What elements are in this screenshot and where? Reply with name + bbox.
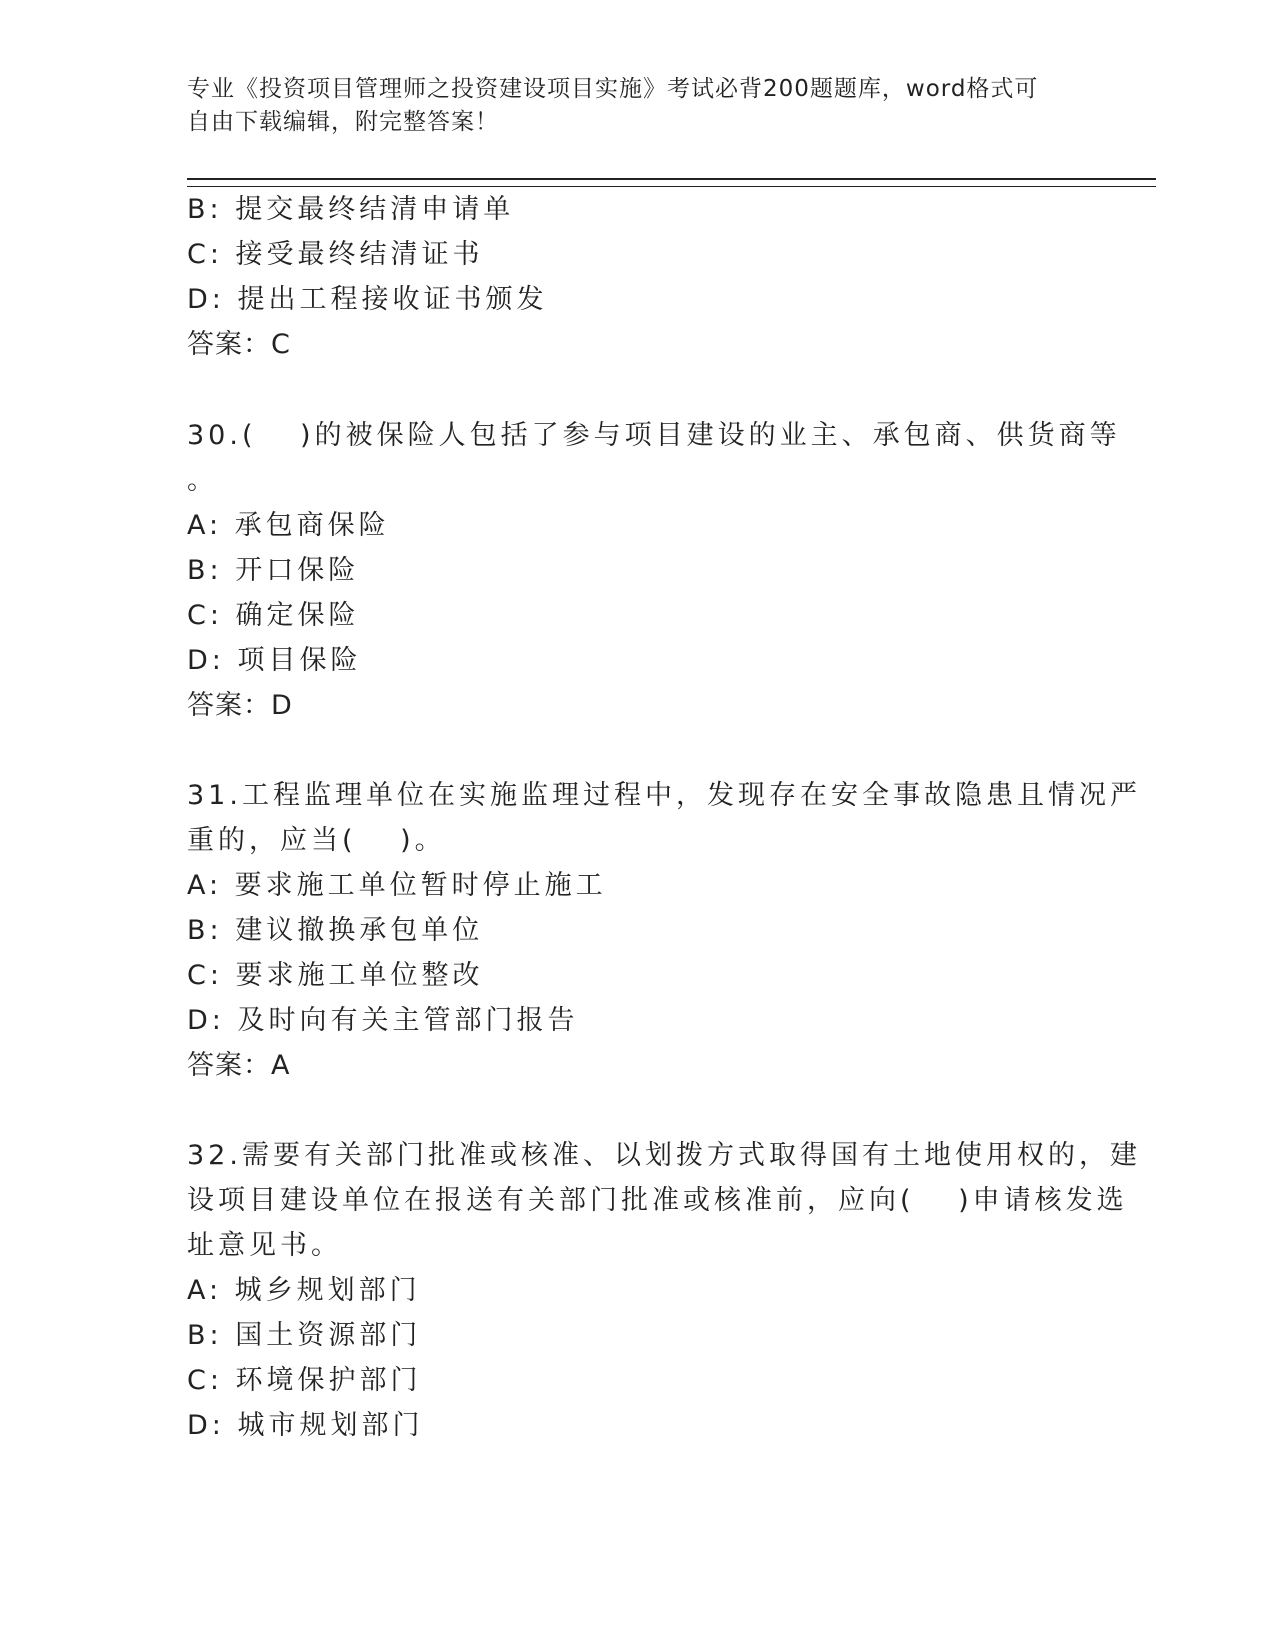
q30-option-c: C: 确定保险 [187, 600, 360, 631]
q31-stem-line-1: 31.工程监理单位在实施监理过程中，发现存在安全事故隐患且情况严 [187, 780, 1141, 811]
q31-answer: 答案：A [187, 1050, 291, 1081]
header-title-line-1: 专业《投资项目管理师之投资建设项目实施》考试必背200题题库，word格式可 [187, 76, 1039, 102]
q32-option-c: C: 环境保护部门 [187, 1365, 422, 1396]
q29-answer: 答案：C [187, 329, 291, 360]
q30-stem-line-1: 30.( )的被保险人包括了参与项目建设的业主、承包商、供货商等 [187, 420, 1121, 451]
header-title-line-2: 自由下载编辑，附完整答案！ [187, 109, 499, 135]
q32-option-a: A: 城乡规划部门 [187, 1275, 421, 1306]
q32-stem-line-1: 32.需要有关部门批准或核准、以划拨方式取得国有土地使用权的，建 [187, 1140, 1141, 1171]
q29-option-c: C: 接受最终结清证书 [187, 239, 484, 270]
q32-option-d: D: 城市规划部门 [187, 1410, 424, 1441]
header-divider [187, 178, 1156, 187]
q30-option-a: A: 承包商保险 [187, 510, 390, 541]
q31-option-c: C: 要求施工单位整改 [187, 960, 484, 991]
q31-option-a: A: 要求施工单位暂时停止施工 [187, 870, 607, 901]
q31-option-d: D: 及时向有关主管部门报告 [187, 1005, 579, 1036]
q32-stem-line-3: 址意见书。 [187, 1230, 342, 1261]
q30-option-b: B: 开口保险 [187, 555, 360, 586]
q31-option-b: B: 建议撤换承包单位 [187, 915, 484, 946]
q30-option-d: D: 项目保险 [187, 645, 362, 676]
q32-stem-line-2: 设项目建设单位在报送有关部门批准或核准前，应向( )申请核发选 [187, 1185, 1128, 1216]
q30-stem-line-2: 。 [187, 465, 218, 496]
q29-option-d: D: 提出工程接收证书颁发 [187, 284, 548, 315]
q31-stem-line-2: 重的，应当( )。 [187, 825, 446, 856]
q29-option-b: B: 提交最终结清申请单 [187, 194, 515, 225]
q32-option-b: B: 国土资源部门 [187, 1320, 422, 1351]
document-header [187, 73, 1067, 139]
q30-answer: 答案：D [187, 690, 293, 721]
